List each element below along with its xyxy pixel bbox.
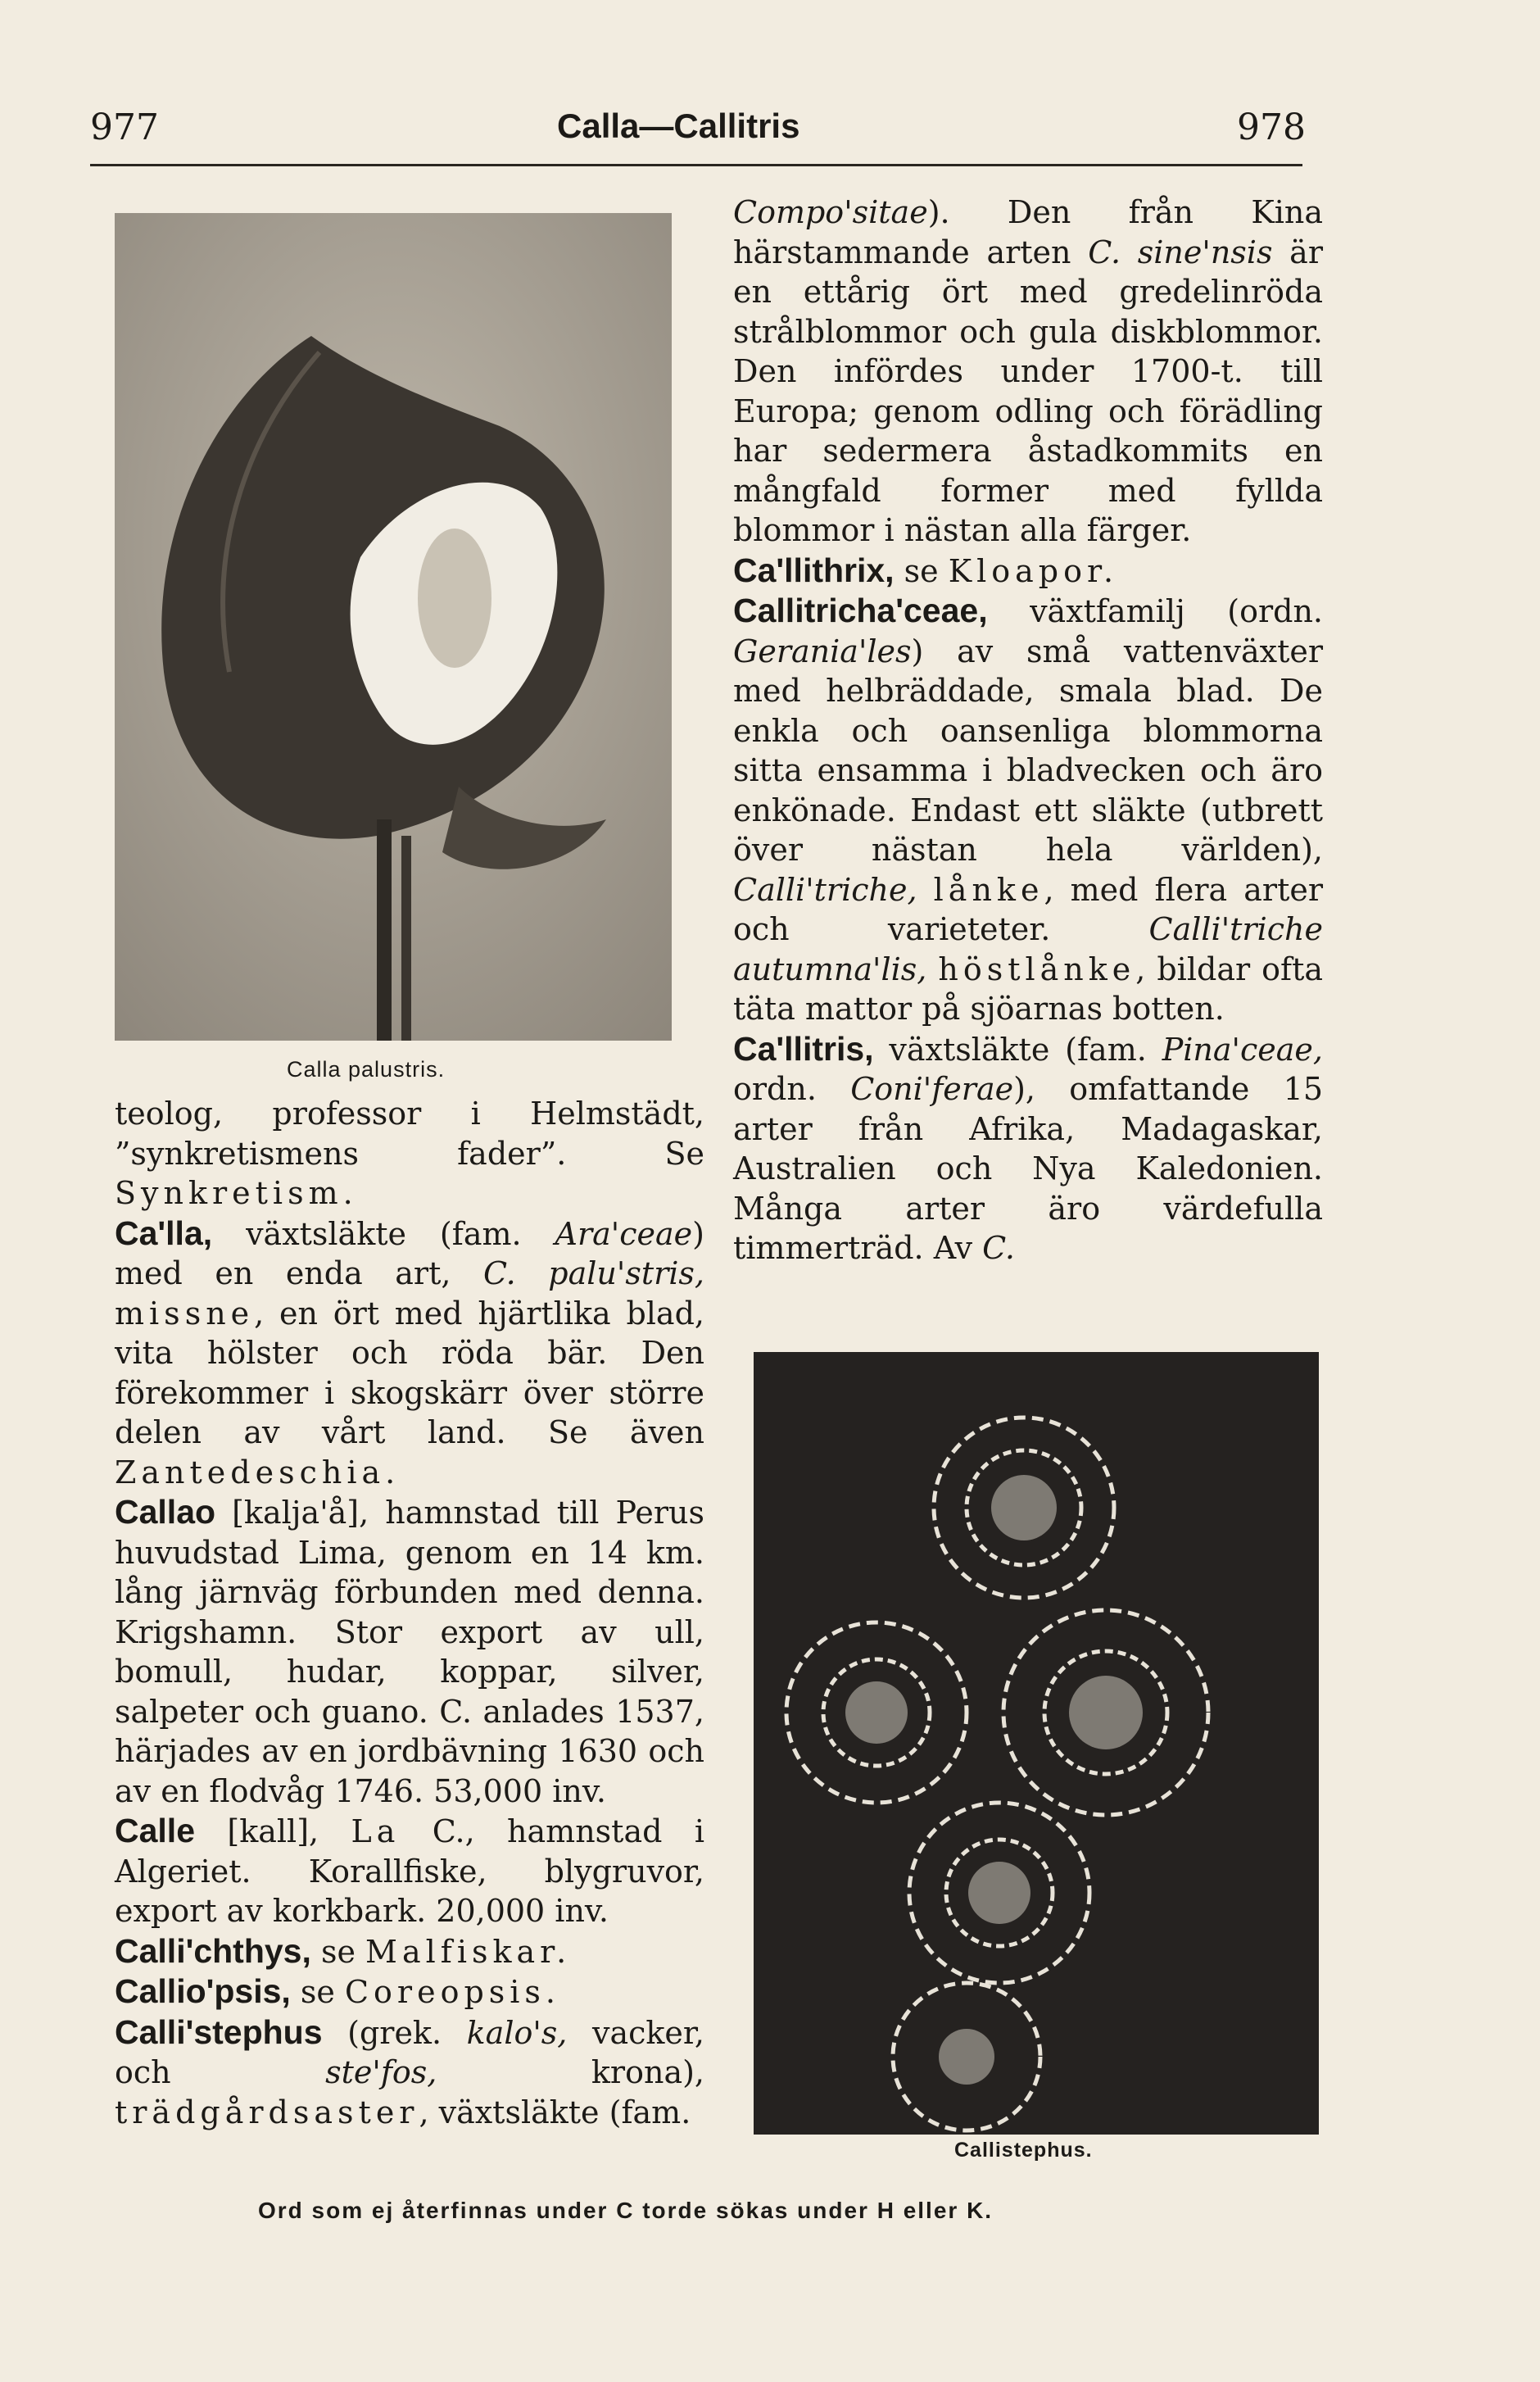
cross-reference: Coreopsis. — [344, 1974, 561, 2010]
footer-note: Ord som ej återfinnas under C torde sökas under H eller K. — [258, 2198, 994, 2223]
running-head: Calla—Callitris — [557, 107, 800, 145]
entry-calliopsis: Callio'psis, se Coreopsis. — [115, 1972, 561, 2010]
left-column — [115, 1094, 704, 2132]
cross-reference: Zantedeschia. — [115, 1454, 401, 1490]
cross-reference: Malfiskar. — [365, 1933, 572, 1970]
entry-callitris: Ca'llitris, växtsläkte (fam. Pina'ceae, ordn. Coni'ferae), omfattande 15 arter från Afrika, Madagaskar, Australien och Nya Kaledonien. Många arter äro värdefulla timmerträd. Av C. — [733, 1029, 1324, 1266]
entry-continuation: teolog, professor i Helmstädt, ”synkretismens fader”. Se Synkretism. — [115, 1096, 704, 1211]
headword: Ca'llitris, — [733, 1029, 874, 1068]
right-column — [733, 193, 1323, 1268]
headword: Callio'psis, — [115, 1972, 291, 2010]
aster-flower-photo — [754, 1352, 1319, 2135]
calla-caption: Calla palustris. — [287, 1057, 446, 1082]
headword: Calle — [115, 1812, 195, 1849]
headword: Calli'chthys, — [115, 1931, 311, 1970]
headword: Callao — [115, 1493, 216, 1531]
entry-callao: Callao [kalja'å], hamnstad till Perus huvudstad Lima, genom en 14 km. lång järnväg förbunden med denna. Krigshamn. Stor export av ull, bomull, hudar, koppar, silver, salpeter och guano. C. anlades 1537, härjades av en jordbävning 1630 och av en flodvåg 1746. 53,000 inv. — [115, 1493, 704, 1809]
entry-callithrix: Ca'llithrix, se Kloapor. — [733, 551, 1119, 589]
cross-reference: Synkretism. — [115, 1175, 358, 1211]
entry-callistephus: Calli'stephus (grek. kalo's, vacker, och ste'fos, krona), trädgårdsaster, växtsläkte (fam. — [115, 2012, 705, 2130]
headword: Calli'stephus — [115, 2012, 323, 2051]
entry-callitrichaceae: Callitricha'ceae, växtfamilj (ordn. Gerania'les) av små vattenväxter med helbräddade, smala blad. De enkla och oansenliga blommorna sitta ensamma i bladvecken och äro enkönade. Endast ett släkte (utbrett över nästan hela världen), Calli'triche, lånke, med flera arter och varieteter. Calli'triche autumna'lis, höstlånke, bildar ofta täta mattor på sjöarnas botten. — [733, 592, 1323, 1027]
headword: Ca'lla, — [115, 1214, 213, 1252]
cross-reference: Kloapor. — [948, 552, 1119, 589]
entry-calla: Ca'lla, växtsläkte (fam. Ara'ceae) med en enda art, C. palu'stris, missne, en ört med hjärtlika blad, vita hölster och röda bär. Den förekommer i skogskärr över större delen av vårt land. Se även Zantedeschia. — [115, 1214, 704, 1490]
entry-calle: Calle [kall], La C., hamnstad i Algeriet. Korallfiske, blygruvor, export av korkbark. 20,000 inv. — [115, 1812, 704, 1929]
left-page-number: 977 — [90, 107, 159, 148]
entry-continuation: Compo'sitae). Den från Kina härstammande arten C. sine'nsis är en ettårig ört med gredelinröda strålblommor och gula diskblommor. Den infördes under 1700-t. till Europa; genom odling och förädling har sedermera åstadkommits en mångfald former med fyllda blommor i nästan alla färger. — [733, 194, 1323, 548]
entry-callichthys: Calli'chthys, se Malfiskar. — [115, 1931, 572, 1970]
header-rule — [90, 164, 1302, 166]
headword: Ca'llithrix, — [733, 551, 895, 589]
callistephus-caption: Callistephus. — [954, 2139, 1093, 2162]
right-page-number: 978 — [1237, 107, 1306, 148]
headword: Callitricha'ceae, — [733, 592, 988, 629]
calla-lily-photo — [115, 213, 672, 1041]
